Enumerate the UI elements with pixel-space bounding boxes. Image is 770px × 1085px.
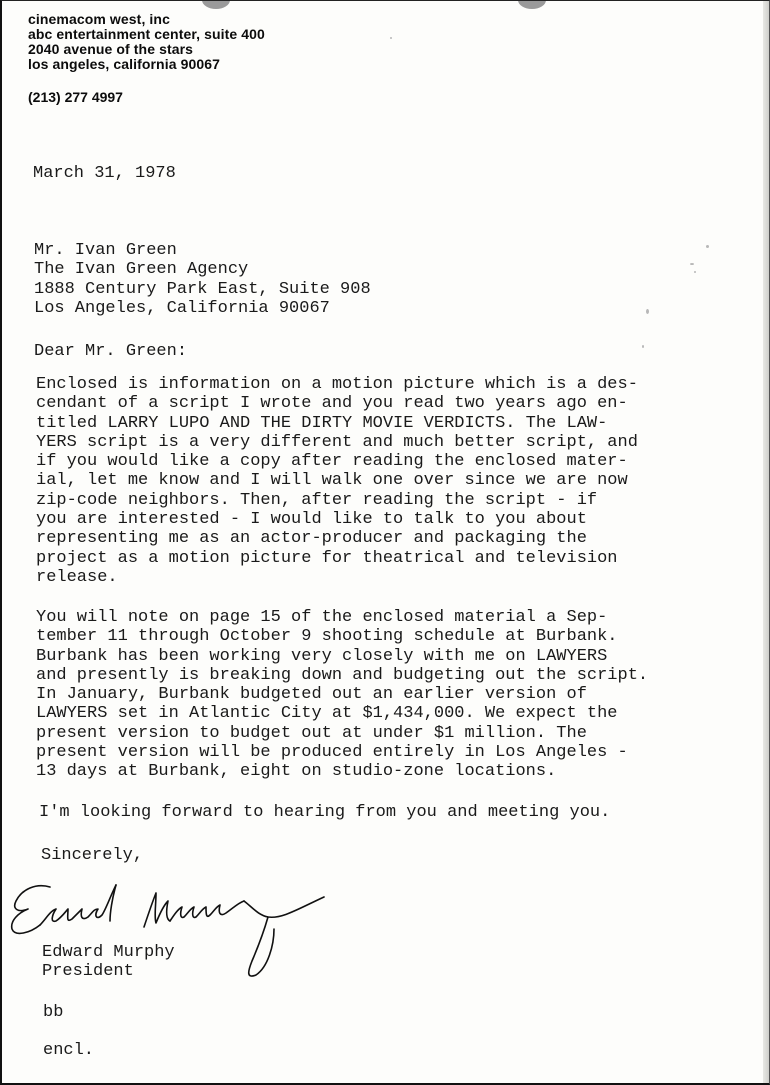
- paper-speck: [642, 345, 644, 348]
- recipient-city: Los Angeles, California 90067: [34, 299, 330, 319]
- body-line: In January, Burbank budgeted out an earlier version of: [36, 685, 587, 705]
- body-line: present version will be produced entirely in Los Angeles -: [36, 743, 628, 763]
- letterhead-phone: (213) 277 4997: [28, 89, 123, 105]
- signer-name: Edward Murphy: [42, 943, 175, 962]
- letterhead-street: 2040 avenue of the stars: [28, 41, 194, 57]
- complimentary-close: Sincerely,: [41, 846, 144, 865]
- body-line: project as a motion picture for theatrical and television: [36, 548, 618, 568]
- body-line: representing me as an actor-producer and packaging the: [36, 529, 587, 549]
- body-line: You will note on page 15 of the enclosed material a Sep-: [36, 608, 608, 627]
- letterhead-city: los angeles, california 90067: [28, 56, 220, 72]
- recipient-name: Mr. Ivan Green: [34, 241, 177, 260]
- body-line: present version to budget out at under $1 million. The: [36, 723, 587, 743]
- body-line: 13 days at Burbank, eight on studio-zone locations.: [36, 762, 557, 782]
- enclosure-notation: encl.: [43, 1041, 95, 1060]
- body-line: titled LARRY LUPO AND THE DIRTY MOVIE VERDICTS. The LAW-: [36, 413, 608, 433]
- letterhead-company: cinemacom west, inc: [28, 11, 170, 27]
- salutation: Dear Mr. Green:: [34, 342, 188, 361]
- paper-speck: [690, 263, 694, 265]
- body-line: Enclosed is information on a motion picture which is a des-: [36, 375, 638, 394]
- body-line: release.: [36, 567, 118, 587]
- binder-punch-hole: [202, 0, 230, 9]
- recipient-address: [34, 241, 371, 319]
- paper-speck: [694, 271, 696, 273]
- body-line: zip-code neighbors. Then, after reading the script - if: [36, 490, 598, 510]
- letter-date: March 31, 1978: [33, 164, 176, 183]
- body-line: and presently is breaking down and budgeting out the script.: [36, 665, 649, 685]
- paper-speck: [706, 245, 709, 248]
- signer-title: President: [42, 962, 134, 982]
- body-paragraph-3: I'm looking forward to hearing from you and meeting you.: [39, 803, 611, 822]
- body-paragraph-1: [36, 375, 638, 587]
- typist-initials: bb: [43, 1003, 64, 1022]
- recipient-agency: The Ivan Green Agency: [34, 260, 249, 280]
- page-edge-shadow: [763, 1, 769, 1085]
- body-paragraph-2: [36, 608, 648, 782]
- paper-speck: [646, 309, 649, 314]
- body-line: cendant of a script I wrote and you read two years ago en-: [36, 394, 628, 414]
- body-line: YERS script is a very different and much better script, and: [36, 432, 638, 452]
- recipient-street: 1888 Century Park East, Suite 908: [34, 279, 371, 299]
- body-line: Burbank has been working very closely with me on LAWYERS: [36, 646, 608, 666]
- body-line: tember 11 through October 9 shooting schedule at Burbank.: [36, 627, 618, 647]
- body-line: LAWYERS set in Atlantic City at $1,434,000. We expect the: [36, 704, 618, 724]
- paper-speck: [390, 37, 392, 39]
- body-line: you are interested - I would like to talk to you about: [36, 510, 587, 530]
- body-line: if you would like a copy after reading the enclosed mater-: [36, 452, 628, 472]
- letterhead: [28, 12, 265, 72]
- body-line: ial, let me know and I will walk one over since we are now: [36, 471, 628, 491]
- binder-punch-hole: [518, 0, 546, 9]
- letterhead-building: abc entertainment center, suite 400: [28, 26, 265, 42]
- signer-block: [42, 943, 175, 982]
